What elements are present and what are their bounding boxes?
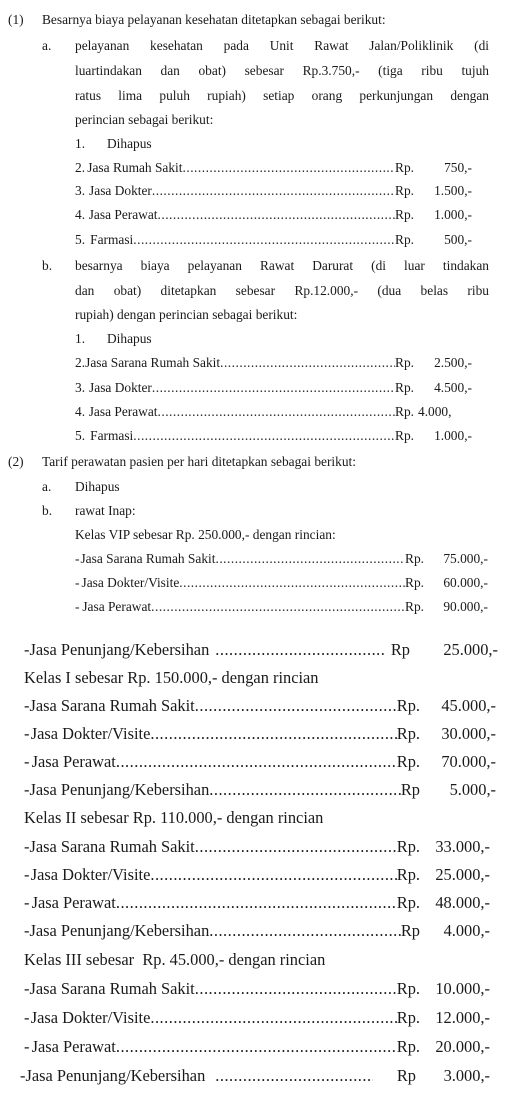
list-item-number: 1. <box>75 331 86 346</box>
fee-amount: 4.000,- <box>443 921 490 940</box>
fee-amount: 20.000,- <box>435 1037 490 1056</box>
class-heading: Kelas II sebesar Rp. 110.000,- dengan rincian <box>24 808 324 827</box>
fee-label: Jasa Perawat <box>31 752 116 771</box>
currency-label: Rp. <box>396 865 420 884</box>
fee-label: Jasa Rumah Sakit <box>87 160 183 175</box>
fee-amount: 25.000,- <box>443 640 498 659</box>
bullet-dash: - <box>75 551 80 566</box>
dot-leader <box>215 1066 373 1086</box>
currency-label: Rp <box>390 640 410 659</box>
list-item-number: 3. <box>75 380 86 395</box>
fee-amount: 750,- <box>444 160 472 175</box>
fee-amount: 48.000,- <box>435 893 490 912</box>
currency-label: Rp <box>396 1066 416 1085</box>
dot-leader <box>150 724 396 744</box>
currency-label: Rp. <box>395 380 414 395</box>
fee-row <box>24 921 490 941</box>
fee-row <box>75 160 472 176</box>
fee-amount: 500,- <box>444 232 472 247</box>
dot-leader <box>116 752 397 772</box>
fee-label: Farmasi <box>90 428 134 443</box>
currency-label: Rp. <box>395 404 414 419</box>
currency-label: Rp. <box>396 893 420 912</box>
bullet-dash: - <box>24 893 30 912</box>
dot-leader <box>116 1037 397 1057</box>
fee-label: Jasa Dokter <box>89 183 152 198</box>
item-b-marker: b. <box>42 258 53 273</box>
currency-label: Rp. <box>396 979 420 998</box>
class-heading: Kelas III sebesar Rp. 45.000,- dengan rincian <box>24 950 326 969</box>
fee-amount: 4.000, <box>418 404 452 419</box>
bullet-dash: - <box>24 979 30 998</box>
fee-label: Jasa Dokter <box>89 380 152 395</box>
item-b-text: rawat Inap: <box>75 503 136 518</box>
currency-label: Rp. <box>405 551 424 566</box>
currency-label: Rp. <box>395 207 414 222</box>
paragraph-2-intro: Tarif perawatan pasien per hari ditetapkan sebagai berikut: <box>42 454 356 469</box>
currency-label: Rp. <box>395 355 414 370</box>
currency-label: Rp. <box>395 183 414 198</box>
fee-amount: 33.000,- <box>435 837 490 856</box>
currency-label: Rp. <box>405 575 424 590</box>
fee-label: Jasa Sarana Rumah Sakit <box>80 551 216 566</box>
dot-leader <box>116 893 397 913</box>
item-a-text: Dihapus <box>75 479 120 494</box>
fee-row <box>75 207 472 223</box>
dot-leader <box>195 837 397 857</box>
item-b-text-line: rupiah) dengan perincian sebagai berikut: <box>75 307 298 322</box>
fee-amount: 25.000,- <box>435 865 490 884</box>
paragraph-2-number: (2) <box>8 454 24 469</box>
fee-amount: 45.000,- <box>441 696 496 715</box>
currency-label: Rp. <box>396 752 420 771</box>
list-item-label: Dihapus <box>107 331 152 346</box>
fee-label: Jasa Perawat <box>88 404 158 419</box>
dot-leader <box>158 404 396 420</box>
bullet-dash: - <box>75 599 80 614</box>
fee-label: Jasa Penunjang/Kebersihan <box>29 780 210 799</box>
currency-label: Rp <box>400 780 420 799</box>
fee-row <box>24 724 496 744</box>
fee-label: Jasa Sarana Rumah Sakit <box>85 355 221 370</box>
fee-row <box>75 404 472 420</box>
fee-row <box>75 183 472 199</box>
fee-amount: 1.000,- <box>434 207 472 222</box>
currency-label: Rp. <box>396 1008 420 1027</box>
fee-row <box>75 428 472 444</box>
dot-leader <box>151 599 405 615</box>
dot-leader <box>152 380 395 396</box>
list-item-number: 2. <box>75 160 86 175</box>
fee-label: Jasa Perawat <box>31 893 116 912</box>
fee-amount: 70.000,- <box>441 752 496 771</box>
fee-label: Jasa Perawat <box>31 1037 116 1056</box>
currency-label: Rp. <box>396 1037 420 1056</box>
currency-label: Rp. <box>396 696 420 715</box>
bullet-dash: - <box>24 696 30 715</box>
dot-leader <box>150 865 396 885</box>
paragraph-1-number: (1) <box>8 12 24 27</box>
fee-amount: 4.500,- <box>434 380 472 395</box>
bullet-dash: - <box>24 780 30 799</box>
currency-label: Rp. <box>395 232 414 247</box>
dot-leader <box>215 551 405 567</box>
item-b-marker: b. <box>42 503 53 518</box>
class-heading: Kelas I sebesar Rp. 150.000,- dengan rincian <box>24 668 319 687</box>
fee-label: Jasa Penunjang/Kebersihan <box>29 640 210 659</box>
fee-label: Jasa Dokter/Visite <box>30 724 151 743</box>
dot-leader <box>209 921 401 941</box>
bullet-dash: - <box>24 1008 30 1027</box>
currency-label: Rp <box>400 921 420 940</box>
item-a-marker: a. <box>42 479 52 494</box>
list-item-number: 2. <box>75 355 86 370</box>
bullet-dash: - <box>20 1066 26 1085</box>
bullet-dash: - <box>75 575 80 590</box>
fee-amount: 2.500,- <box>434 355 472 370</box>
bullet-dash: - <box>24 921 30 940</box>
list-item-number: 1. <box>75 136 86 151</box>
fee-label: Jasa Perawat <box>88 207 158 222</box>
fee-row <box>75 380 472 396</box>
fee-amount: 12.000,- <box>435 1008 490 1027</box>
currency-label: Rp. <box>395 160 414 175</box>
item-a-marker: a. <box>42 38 52 53</box>
currency-label: Rp. <box>395 428 414 443</box>
dot-leader <box>215 640 385 660</box>
fee-label: Jasa Dokter/Visite <box>30 865 151 884</box>
dot-leader <box>195 979 397 999</box>
fee-label: Farmasi <box>90 232 134 247</box>
dot-leader <box>209 780 401 800</box>
item-a-text-line: ratus lima puluh rupiah) setiap orang perkunjungan dengan <box>75 88 489 103</box>
fee-amount: 75.000,- <box>443 551 488 566</box>
fee-amount: 90.000,- <box>443 599 488 614</box>
paragraph-1-intro: Besarnya biaya pelayanan kesehatan ditetapkan sebagai berikut: <box>42 12 386 27</box>
fee-label: Jasa Dokter/Visite <box>30 1008 151 1027</box>
fee-amount: 1.000,- <box>434 428 472 443</box>
dot-leader <box>158 207 396 223</box>
fee-row <box>20 1066 490 1086</box>
fee-label: Jasa Penunjang/Kebersihan <box>29 921 210 940</box>
item-a-text-line: pelayanan kesehatan pada Unit Rawat Jalan/Poliklinik (di <box>75 38 489 53</box>
item-b-text-line: besarnya biaya pelayanan Rawat Darurat (di luar tindakan <box>75 258 489 273</box>
fee-amount: 30.000,- <box>441 724 496 743</box>
list-item-number: 4. <box>75 404 86 419</box>
dot-leader <box>179 575 405 591</box>
fee-row <box>24 696 496 716</box>
list-item-label: Dihapus <box>107 136 152 151</box>
fee-row <box>24 640 498 660</box>
fee-label: Jasa Dokter/Visite <box>81 575 180 590</box>
fee-label: Jasa Sarana Rumah Sakit <box>29 696 195 715</box>
class-heading-vip: Kelas VIP sebesar Rp. 250.000,- dengan rincian: <box>75 527 336 542</box>
item-a-text-line: luartindakan dan obat) sebesar Rp.3.750,- (tiga ribu tujuh <box>75 63 489 78</box>
fee-row <box>24 979 490 999</box>
list-item-number: 5. <box>75 428 86 443</box>
fee-amount: 3.000,- <box>443 1066 490 1085</box>
fee-amount: 1.500,- <box>434 183 472 198</box>
fee-row <box>24 893 490 913</box>
bullet-dash: - <box>24 865 30 884</box>
fee-row <box>75 551 488 567</box>
fee-amount: 60.000,- <box>443 575 488 590</box>
fee-row <box>24 780 496 800</box>
item-a-text-line: perincian sebagai berikut: <box>75 112 214 127</box>
bullet-dash: - <box>24 752 30 771</box>
bullet-dash: - <box>24 640 30 659</box>
bullet-dash: - <box>24 1037 30 1056</box>
dot-leader <box>133 232 395 248</box>
list-item-number: 4. <box>75 207 86 222</box>
dot-leader <box>220 355 395 371</box>
bullet-dash: - <box>24 724 30 743</box>
dot-leader <box>133 428 395 444</box>
dot-leader <box>150 1008 396 1028</box>
fee-label: Jasa Penunjang/Kebersihan <box>25 1066 206 1085</box>
dot-leader <box>195 696 397 716</box>
dot-leader <box>152 183 395 199</box>
fee-row <box>75 355 472 371</box>
currency-label: Rp. <box>396 837 420 856</box>
fee-label: Jasa Sarana Rumah Sakit <box>29 979 195 998</box>
fee-row <box>24 1037 490 1057</box>
list-item-number: 5. <box>75 232 86 247</box>
currency-label: Rp. <box>396 724 420 743</box>
list-item-number: 3. <box>75 183 86 198</box>
fee-amount: 10.000,- <box>435 979 490 998</box>
fee-amount: 5.000,- <box>449 780 496 799</box>
fee-row <box>24 837 490 857</box>
fee-row <box>24 752 496 772</box>
item-b-text-line: dan obat) ditetapkan sebesar Rp.12.000,- (dua belas ribu <box>75 283 489 298</box>
fee-row <box>75 232 472 248</box>
bullet-dash: - <box>24 837 30 856</box>
fee-label: Jasa Perawat <box>82 599 152 614</box>
fee-row <box>24 865 490 885</box>
fee-row <box>75 599 488 615</box>
dot-leader <box>183 160 396 176</box>
currency-label: Rp. <box>405 599 424 614</box>
fee-label: Jasa Sarana Rumah Sakit <box>29 837 195 856</box>
fee-row <box>75 575 488 591</box>
fee-row <box>24 1008 490 1028</box>
